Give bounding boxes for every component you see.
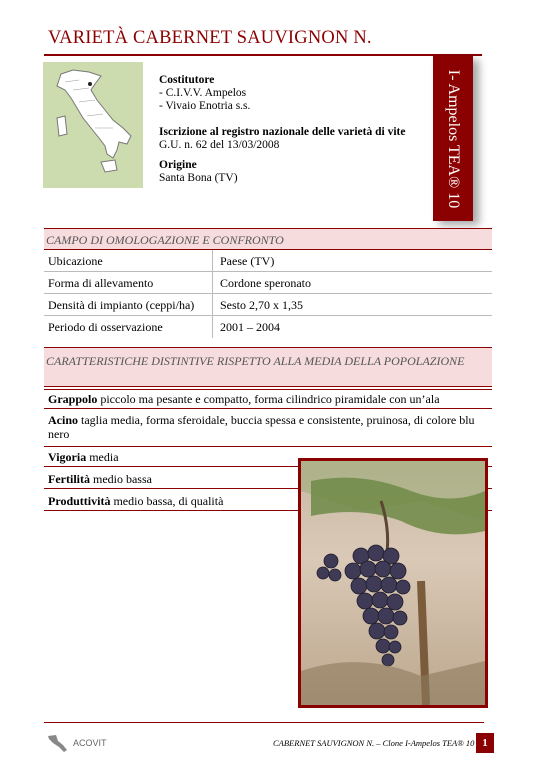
fertilita-label: Fertilità <box>48 472 90 486</box>
vigoria-label: Vigoria <box>48 450 87 464</box>
row-value: Paese (TV) <box>220 254 275 268</box>
page-title: VARIETÀ CABERNET SAUVIGNON N. <box>48 28 372 48</box>
row-value: Sesto 2,70 x 1,35 <box>220 298 304 312</box>
table-row <box>44 316 492 338</box>
column-divider <box>212 272 213 293</box>
italy-map-icon <box>43 62 143 188</box>
origine-block <box>159 159 238 185</box>
acovit-logo-text: ACOVIT <box>73 738 107 748</box>
footer-caption: CABERNET SAUVIGNON N. – Clone I-Ampelos TEA® 10 <box>273 738 475 748</box>
italy-map-image <box>43 62 143 188</box>
row-value: Cordone speronato <box>220 276 311 290</box>
costitutore-line2: - Vivaio Enotria s.s. <box>159 100 251 112</box>
acino-row <box>44 411 492 447</box>
acino-label: Acino <box>48 413 78 427</box>
table-row <box>44 294 492 316</box>
row-label: Forma di allevamento <box>48 276 154 290</box>
footer-rule <box>44 722 484 723</box>
row-value: 2001 – 2004 <box>220 320 280 334</box>
fertilita-text: medio bassa <box>92 472 152 486</box>
caratteristiche-heading: CARATTERISTICHE DISTINTIVE RISPETTO ALLA MEDIA DELLA POPOLAZIONE <box>44 347 492 387</box>
column-divider <box>212 294 213 315</box>
grape-cluster-photo <box>298 458 488 708</box>
acino-text: taglia media, forma sferoidale, buccia spessa e consistente, pruinosa, di colore blu nero <box>48 413 475 441</box>
costitutore-heading: Costitutore <box>159 74 215 86</box>
costitutore-line1: - C.I.V.V. Ampelos <box>159 87 247 99</box>
sidebar-banner <box>433 56 473 221</box>
iscrizione-value: G.U. n. 62 del 13/03/2008 <box>159 139 280 151</box>
grape-cluster-icon <box>301 461 485 705</box>
costitutore-block <box>159 74 250 113</box>
table-row <box>44 272 492 294</box>
column-divider <box>212 250 213 271</box>
grappolo-label: Grappolo <box>48 392 98 406</box>
iscrizione-heading: Iscrizione al registro nazionale delle varietà di vite <box>159 126 406 138</box>
origine-value: Santa Bona (TV) <box>159 172 238 184</box>
title-rule <box>44 54 482 56</box>
row-label: Ubicazione <box>48 254 103 268</box>
produttivita-text: medio bassa, di qualità <box>113 494 224 508</box>
acovit-logo-icon <box>44 733 70 755</box>
row-label: Densità di impianto (ceppi/ha) <box>48 298 195 312</box>
produttivita-label: Produttività <box>48 494 111 508</box>
origine-heading: Origine <box>159 159 197 171</box>
iscrizione-block <box>159 126 405 152</box>
vigoria-text: media <box>89 450 119 464</box>
column-divider <box>212 316 213 338</box>
page-number: 1 <box>476 733 494 753</box>
grappolo-row <box>44 389 492 409</box>
sidebar-clone-label: I- Ampelos TEA® 10 <box>445 69 462 208</box>
row-label: Periodo di osservazione <box>48 320 163 334</box>
grappolo-text: piccolo ma pesante e compatto, forma cilindrico piramidale con un’ala <box>100 392 440 406</box>
table-row <box>44 250 492 272</box>
campo-heading: CAMPO DI OMOLOGAZIONE E CONFRONTO <box>44 228 492 250</box>
